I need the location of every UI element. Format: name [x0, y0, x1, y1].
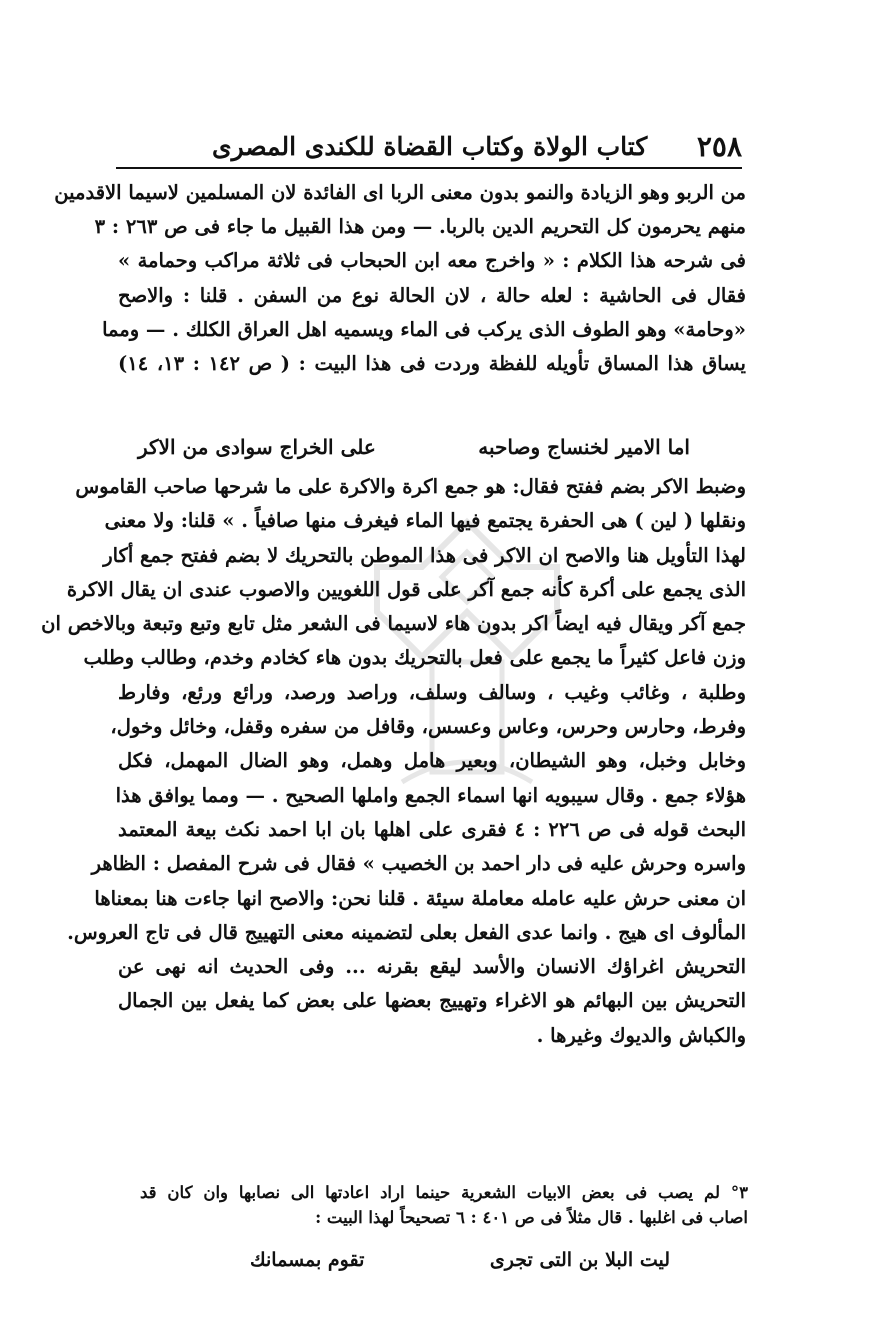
text-line: وطلبة ، وغائب وغيب ، وسالف وسلف، وراصد ورصد، ورائع ورئع، وفارط	[118, 680, 746, 704]
text-line: يساق هذا المساق تأويله للفظة وردت فى هذا البيت : ( ص ١٤٢ : ١٣، ١٤)	[118, 352, 746, 376]
footnote-line: اصاب فى اغلبها . قال مثلاً فى ص ٤٠١ : ٦ تصحيحاً لهذا البيت :	[315, 1208, 748, 1227]
text-line: المألوف اى هيج . وانما عدى الفعل بعلى لتضمينه معنى التهييج قال فى تاج العروس.	[67, 920, 746, 944]
body-paragraph-1	[54, 176, 746, 381]
verse-second-hemistich: على الخراج سوادى من الاكر	[138, 435, 376, 459]
quoted-verse	[118, 430, 746, 464]
text-line: والكباش والديوك وغيرها .	[536, 1023, 746, 1047]
page-header	[114, 124, 742, 168]
text-line: التحريش بين البهائم هو الاغراء وتهييج بعضها على بعض كما يفعل بين الجمال	[118, 989, 746, 1013]
footnote-verse-second-hemistich: تقوم بمسمانك	[250, 1249, 365, 1271]
text-line: وضبط الاكر بضم ففتح فقال: هو جمع اكرة والاكرة على ما شرحها صاحب القاموس	[75, 475, 746, 498]
text-line: جمع آكر ويقال فيه ايضاً اكر بدون هاء لاسيما فى الشعر مثل تابع وتبع وتبعة وبالاخص ان	[41, 612, 746, 636]
header-rule	[116, 167, 742, 169]
text-line: واسره وحرش عليه فى دار احمد بن الخصيب » فقال فى شرح المفصل : الظاهر	[91, 852, 746, 876]
text-line: البحث قوله فى ص ٢٢٦ : ٤ فقرى على اهلها بان ابا احمد نكث بيعة المعتمد	[118, 817, 746, 841]
verse-first-hemistich: اما الامير لخنساج وصاحبه	[478, 435, 690, 459]
running-title: كتاب الولاة وكتاب القضاة للكندى المصرى	[212, 131, 648, 161]
text-line: فى شرحه هذا الكلام : « واخرج معه ابن الحبحاب فى ثلاثة مراكب وحمامة »	[118, 249, 746, 273]
page-number: ٢٥٨	[696, 129, 742, 163]
text-line: منهم يحرمون كل التحريم الدين بالربا. — ومن هذا القبيل ما جاء فى ص ٢٦٣ : ٣	[94, 215, 746, 239]
text-line: ونقلها ( لين ) هى الحفرة يجتمع فيها الماء فيغرف منها صافياً . » قلنا: ولا معنى	[104, 509, 746, 533]
footnote	[140, 1180, 748, 1230]
text-line: وفرط، وحارس وحرس، وعاس وعسس، وقافل من سفره وقفل، وخائل وخول،	[110, 715, 746, 739]
text-line: هؤلاء جمع . وقال سيبويه انها اسماء الجمع واملها الصحيح . — ومما يوافق هذا	[115, 783, 746, 807]
body-paragraph-2	[41, 470, 746, 1053]
text-line: التحريش اغراؤك الانسان والأسد ليقع بقرنه ... وفى الحديث انه نهى عن	[118, 955, 746, 979]
text-line: لهذا التأويل هنا والاصح ان الاكر فى هذا الموطن بالتحريك لا بضم ففتح جمع أكار	[103, 543, 746, 567]
footnote-line: ٣° لم يصب فى بعض الابيات الشعرية حينما اراد اعادتها الى نصابها وان كان قد	[140, 1183, 748, 1202]
text-line: «وحامة» وهو الطوف الذى يركب فى الماء ويسميه اهل العراق الكلك . — ومما	[102, 317, 746, 341]
text-line: فقال فى الحاشية : لعله حالة ، لان الحالة نوع من السفن . قلنا : والاصح	[118, 283, 746, 307]
footnote-verse-first-hemistich: ليت البلا بن التى تجرى	[489, 1249, 670, 1271]
text-line: ان معنى حرش عليه عامله معاملة سيئة . قلنا نحن: والاصح انها جاءت هنا بمعناها	[94, 886, 746, 910]
text-line: وخابل وخبل، وهو الشيطان، وبعير هامل وهمل، وهو الضال المهمل، فكل	[118, 749, 746, 773]
text-line: الذى يجمع على أكرة كأنه جمع آكر على قول اللغويين والاصوب عندى ان يقال الاكرة	[66, 577, 746, 601]
text-line: من الربو وهو الزيادة والنمو بدون معنى الربا اى الفائدة لان المسلمين لاسيما الاقدمين	[54, 181, 746, 204]
footnote-verse	[250, 1245, 670, 1275]
text-line: وزن فاعل كثيراً ما يجمع على فعل بالتحريك بدون هاء كخادم وخدم، وطالب وطلب	[83, 646, 746, 670]
